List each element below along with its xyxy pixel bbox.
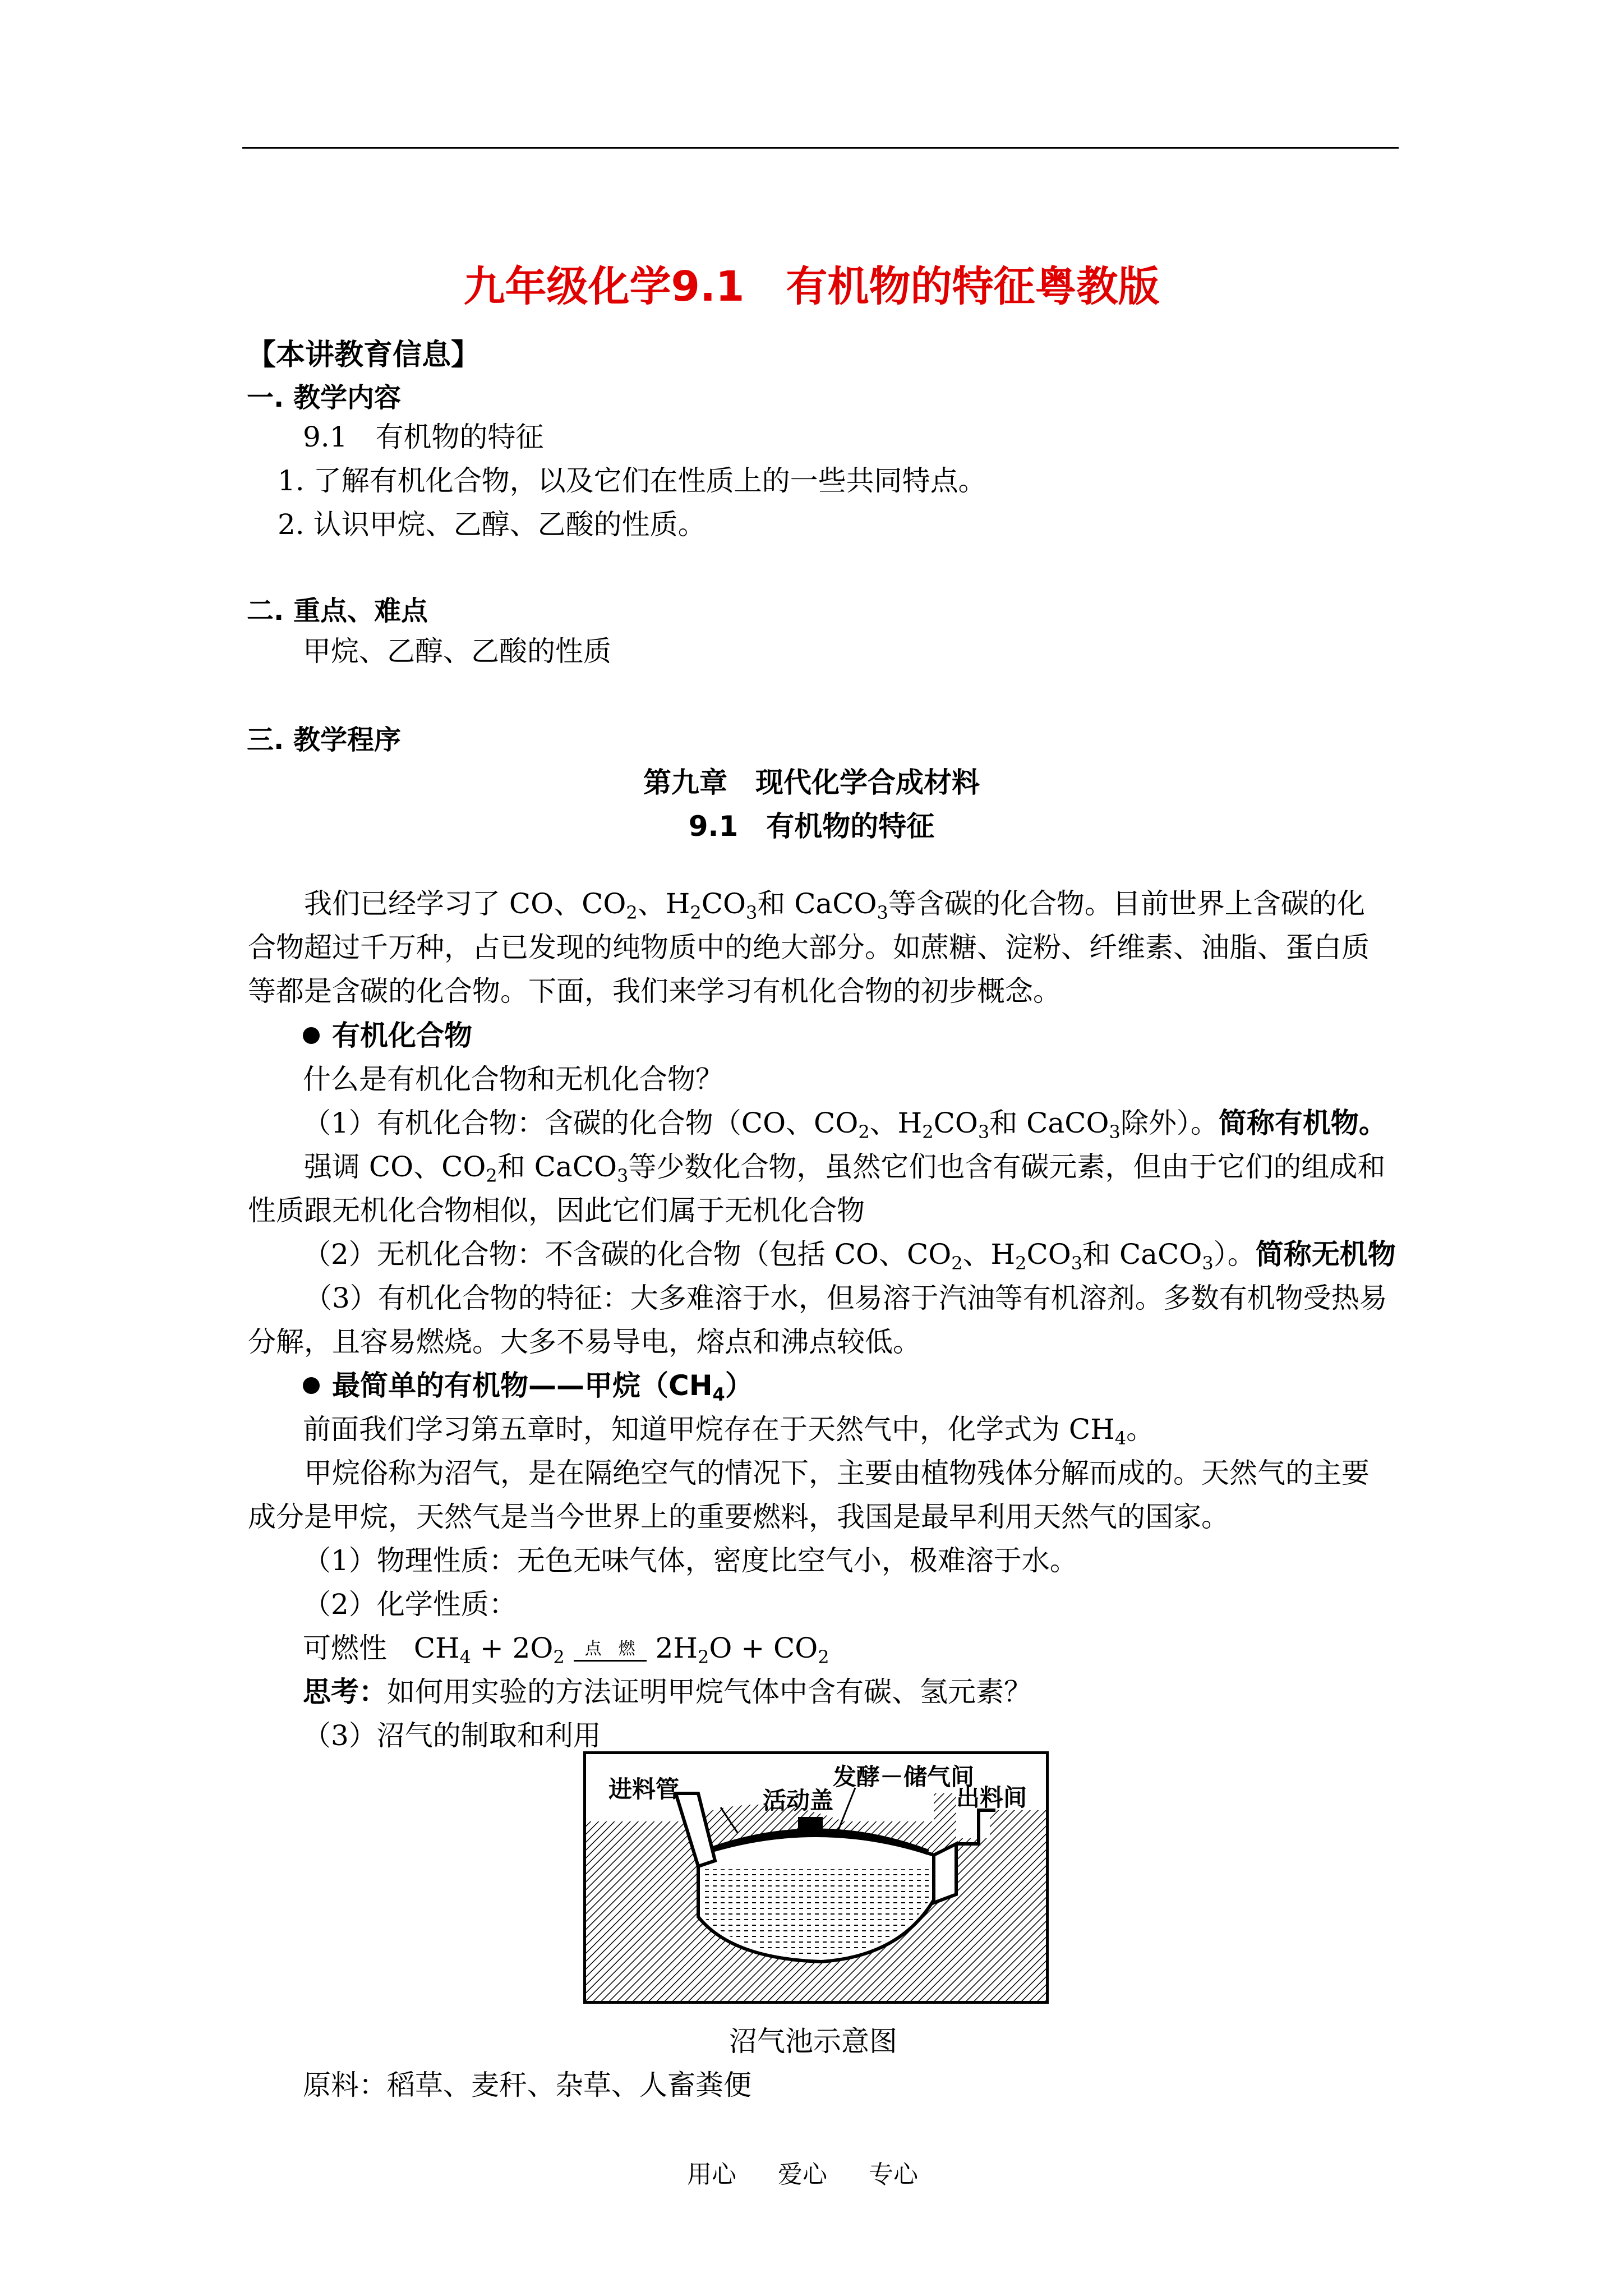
figure-caption: 沼气池示意图 xyxy=(729,2025,897,2058)
inorganic-definition: （2）无机化合物：不含碳的化合物（包括 CO、$CO_2$、$H_2CO_3$和 CaCO$_3$）。简称无机物 xyxy=(303,1238,1396,1274)
methane-formula-line: 前面我们学习第五章时，知道甲烷存在于天然气中，化学式为 $CH_4$。 xyxy=(303,1413,1155,1449)
physical-properties: （1）物理性质：无色无味气体，密度比空气小，极难溶于水。 xyxy=(303,1544,1078,1577)
biogas-digester-diagram xyxy=(583,1751,1049,2004)
section-1-heading: 一. 教学内容 xyxy=(247,382,401,413)
organic-features: （3）有机化合物的特征：大多难溶于水，但易溶于汽油等有机溶剂。多数有机物受热易分解，且容易燃烧。大多不易导电，熔点和沸点较低。 xyxy=(248,1282,1387,1358)
section-2-text: 甲烷、乙醇、乙酸的性质 xyxy=(303,635,611,668)
bullet-methane: 最简单的有机物——甲烷$(CH_4)$ xyxy=(303,1364,753,1407)
intro-paragraph: 我们已经学习了 CO、$CO_2$、$H_2CO_3$和 CaCO$_3$等含碳的化合物。目前世界上含碳的化合物超过千万种，占已发现的纯物质中的绝大部分。如蔗糖、淀粉、纤维素、油脂、蛋白质等都是含碳的化合物。下面，我们来学习有机化合物的初步概念。 xyxy=(248,887,1370,1007)
chemical-properties: （2）化学性质： xyxy=(303,1588,517,1621)
question-line: 什么是有机化合物和无机化合物？ xyxy=(303,1063,723,1096)
label-inlet: 进料管 xyxy=(608,1775,680,1803)
section-2-heading: 二. 重点、难点 xyxy=(247,595,428,627)
label-outlet: 出料间 xyxy=(956,1784,1027,1811)
outlet-channel xyxy=(934,1844,956,1903)
combustion-equation: 可燃性 $CH_4 + 2O_2$ 点 燃 $2H_2O + CO_2$ xyxy=(303,1632,829,1668)
bullet-icon xyxy=(303,1027,320,1044)
movable-lid xyxy=(798,1817,823,1830)
chapter-title: 第九章 现代化学合成材料 xyxy=(643,766,980,799)
organic-definition: （1）有机化合物：含碳的化合物（CO、$CO_2$、$H_2CO_3$和 CaCO$_3$除外）。简称有机物。 xyxy=(303,1107,1387,1143)
section-1-item-1: 1. 了解有机化合物，以及它们在性质上的一些共同特点。 xyxy=(278,464,986,497)
page-title: 九年级化学9.1 有机物的特征粤教版 xyxy=(463,263,1160,311)
reaction-condition: 点 燃 xyxy=(574,1641,647,1662)
section-3-heading: 三. 教学程序 xyxy=(247,724,401,756)
label-tank: 发酵－储气间 xyxy=(833,1763,975,1791)
section-1-item-2: 2. 认识甲烷、乙醇、乙酸的性质。 xyxy=(278,508,706,541)
page-footer: 用心 爱心 专心 xyxy=(687,2160,918,2189)
header-rule xyxy=(242,147,1399,149)
biogas-heading: （3）沼气的制取和利用 xyxy=(303,1719,601,1752)
emphasis-paragraph: 强调 CO、$CO_2$和 CaCO$_3$等少数化合物，虽然它们也含有碳元素，但由于它们的组成和性质跟无机化合物相似，因此它们属于无机化合物 xyxy=(248,1151,1386,1227)
label-lid: 活动盖 xyxy=(763,1787,834,1814)
section-info-heading: 【本讲教育信息】 xyxy=(247,338,481,372)
bullet-organic-compounds: 有机化合物 xyxy=(303,1014,472,1057)
section-1-topic: 9.1 有机物的特征 xyxy=(303,421,544,453)
methane-description: 甲烷俗称为沼气，是在隔绝空气的情况下，主要由植物残体分解而成的。天然气的主要成分是甲烷，天然气是当今世界上的重要燃料，我国是最早利用天然气的国家。 xyxy=(248,1457,1370,1533)
raw-materials: 原料：稻草、麦秆、杂草、人畜粪便 xyxy=(303,2069,751,2101)
section-subtitle: 9.1 有机物的特征 xyxy=(688,810,935,843)
think-question: 思考：如何用实验的方法证明甲烷气体中含有碳、氢元素？ xyxy=(303,1676,1032,1708)
bullet-icon xyxy=(303,1377,320,1394)
